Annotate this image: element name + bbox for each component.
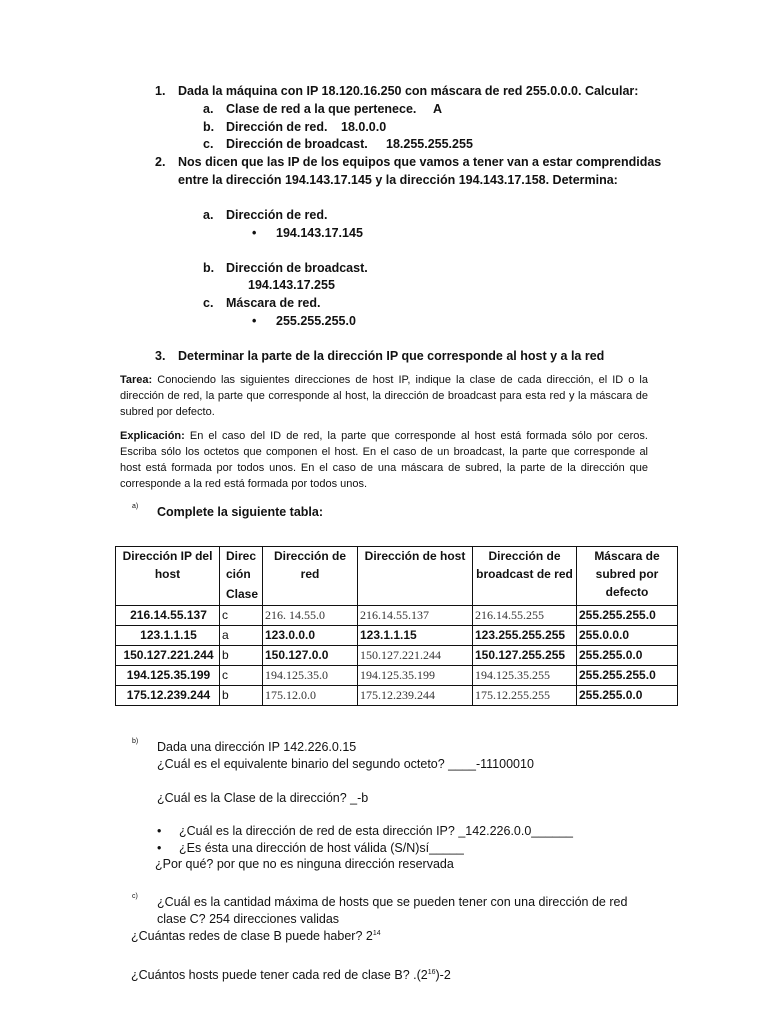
- header-broadcast: Dirección de broadcast de red: [473, 547, 577, 606]
- explicacion-text: En el caso del ID de red, la parte que corresponde al host está formada sólo por ceros. Escriba sólo los octetos que componen el host. En el caso de un broadcast, la parte que corresponde al host está formada por todos unos. En el caso de una máscara de subred, la parte de la dirección que corresponde a la red está formada por todos unos.: [120, 430, 648, 490]
- q2a-letter: a.: [203, 208, 214, 222]
- cell-broadcast: 150.127.255.255: [473, 646, 577, 666]
- q1-number: 1.: [155, 84, 166, 98]
- q1b-letter: b.: [203, 120, 215, 134]
- q2b-answer: 194.143.17.255: [248, 278, 335, 292]
- q2-line1: Nos dicen que las IP de los equipos que vamos a tener van a estar comprendidas: [178, 155, 662, 169]
- part-c-line1: ¿Cuál es la cantidad máxima de hosts que se pueden tener con una dirección de red: [157, 895, 628, 909]
- header-ip: Dirección IP del host: [116, 547, 220, 606]
- bullet-icon: •: [157, 841, 162, 855]
- q1-text: Dada la máquina con IP 18.120.16.250 con máscara de red 255.0.0.0. Calcular:: [178, 84, 639, 98]
- q1a-letter: a.: [203, 102, 214, 116]
- table-row: [116, 666, 678, 686]
- q2c-bullet-icon: •: [252, 314, 257, 328]
- part-b-bullet1-text: ¿Cuál es la dirección de red de esta dirección IP? _142.226.0.0______: [179, 824, 574, 838]
- part-b-line2: ¿Cuál es el equivalente binario del segundo octeto? ____-11100010: [157, 757, 534, 771]
- header-clase-top: Direc ción: [226, 549, 257, 581]
- q1a-label: Clase de red a la que pertenece.: [226, 102, 417, 116]
- cell-host: 175.12.239.244: [358, 686, 473, 706]
- q1c-label: Dirección de broadcast.: [226, 137, 368, 151]
- q2c-label: Máscara de red.: [226, 296, 321, 310]
- table-row: [116, 686, 678, 706]
- q1b-answer: 18.0.0.0: [341, 120, 387, 134]
- tarea-text: Conociendo las siguientes direcciones de host IP, indique la clase de cada dirección, el ID o la dirección de red, la parte que corresponde al host, la dirección de broadcast para esta red y la máscara de subred por defecto.: [120, 374, 648, 418]
- q2a-bullet-icon: •: [252, 226, 257, 240]
- table-header-row: [116, 547, 678, 606]
- cell-red: 150.127.0.0: [263, 646, 358, 666]
- part-b-marker: b): [132, 738, 139, 745]
- bullet-icon: •: [157, 824, 162, 838]
- part-c-line4: [131, 968, 451, 982]
- part-a-marker: a): [132, 503, 139, 510]
- cell-host: 194.125.35.199: [358, 666, 473, 686]
- part-b-line3: ¿Cuál es la Clase de la dirección? _-b: [157, 791, 369, 805]
- cell-ip: 216.14.55.137: [116, 606, 220, 626]
- cell-clase: c: [220, 606, 263, 626]
- table-row: [116, 646, 678, 666]
- q2-number: 2.: [155, 155, 166, 169]
- q2c-answer: 255.255.255.0: [276, 314, 356, 328]
- tarea-label: Tarea:: [120, 374, 153, 386]
- part-c-marker: c): [132, 893, 138, 900]
- table-row: [116, 606, 678, 626]
- explicacion-paragraph: [120, 428, 648, 492]
- part-c-line3-text: ¿Cuántas redes de clase B puede haber? 2: [131, 929, 373, 943]
- q1c-answer: 18.255.255.255: [386, 137, 473, 151]
- part-b-line4: ¿Por qué? por que no es ninguna dirección reservada: [155, 857, 454, 871]
- part-b-bullet1: [157, 824, 573, 838]
- cell-host: 150.127.221.244: [358, 646, 473, 666]
- cell-mask: 255.255.0.0: [577, 646, 678, 666]
- q2c-letter: c.: [203, 296, 214, 310]
- cell-clase: b: [220, 646, 263, 666]
- cell-mask: 255.255.255.0: [577, 606, 678, 626]
- part-c-line2: clase C? 254 direcciones validas: [157, 912, 340, 926]
- part-c-line4-exponent: 16: [427, 968, 436, 976]
- cell-red: 194.125.35.0: [263, 666, 358, 686]
- header-clase-bottom: Clase: [226, 587, 259, 601]
- cell-broadcast: 123.255.255.255: [473, 626, 577, 646]
- cell-clase: a: [220, 626, 263, 646]
- cell-ip: 175.12.239.244: [116, 686, 220, 706]
- q2a-label: Dirección de red.: [226, 208, 328, 222]
- cell-ip: 150.127.221.244: [116, 646, 220, 666]
- part-a-text: Complete la siguiente tabla:: [157, 505, 324, 519]
- cell-clase: c: [220, 666, 263, 686]
- cell-broadcast: 194.125.35.255: [473, 666, 577, 686]
- part-c-line4-pre: ¿Cuántos hosts puede tener cada red de clase B? .(2: [131, 968, 428, 982]
- cell-red: 175.12.0.0: [263, 686, 358, 706]
- header-clase: [220, 547, 263, 606]
- part-b-line1: Dada una dirección IP 142.226.0.15: [157, 740, 357, 754]
- header-mask: Máscara de subred por defecto: [577, 547, 678, 606]
- part-c-line3: [131, 929, 381, 943]
- q3-text: Determinar la parte de la dirección IP que corresponde al host y a la red: [178, 349, 605, 363]
- cell-ip: 194.125.35.199: [116, 666, 220, 686]
- cell-host: 216.14.55.137: [358, 606, 473, 626]
- cell-red: 123.0.0.0: [263, 626, 358, 646]
- cell-mask: 255.255.0.0: [577, 686, 678, 706]
- tarea-paragraph: [120, 372, 648, 420]
- q2b-letter: b.: [203, 261, 215, 275]
- q2a-answer: 194.143.17.145: [276, 226, 363, 240]
- header-red: Dirección de red: [263, 547, 358, 606]
- table-row: [116, 626, 678, 646]
- q2-line2: entre la dirección 194.143.17.145 y la dirección 194.143.17.158. Determina:: [178, 173, 618, 187]
- cell-broadcast: 216.14.55.255: [473, 606, 577, 626]
- header-host: Dirección de host: [358, 547, 473, 606]
- cell-clase: b: [220, 686, 263, 706]
- part-c-line3-exponent: 14: [372, 929, 381, 937]
- q1b-label: Dirección de red.: [226, 120, 328, 134]
- cell-host: 123.1.1.15: [358, 626, 473, 646]
- q3-number: 3.: [155, 349, 166, 363]
- cell-broadcast: 175.12.255.255: [473, 686, 577, 706]
- ip-table: [115, 546, 678, 706]
- cell-red: 216. 14.55.0: [263, 606, 358, 626]
- cell-ip: 123.1.1.15: [116, 626, 220, 646]
- q1c-letter: c.: [203, 137, 214, 151]
- part-b-bullet2: [157, 841, 464, 855]
- q2b-label: Dirección de broadcast.: [226, 261, 368, 275]
- part-b-bullet2-text: ¿Es ésta una dirección de host válida (S/N)sí_____: [179, 841, 464, 855]
- q1a-answer: A: [433, 102, 443, 116]
- part-c-line4-post: )-2: [435, 968, 451, 982]
- cell-mask: 255.255.255.0: [577, 666, 678, 686]
- cell-mask: 255.0.0.0: [577, 626, 678, 646]
- explicacion-label: Explicación:: [120, 430, 185, 442]
